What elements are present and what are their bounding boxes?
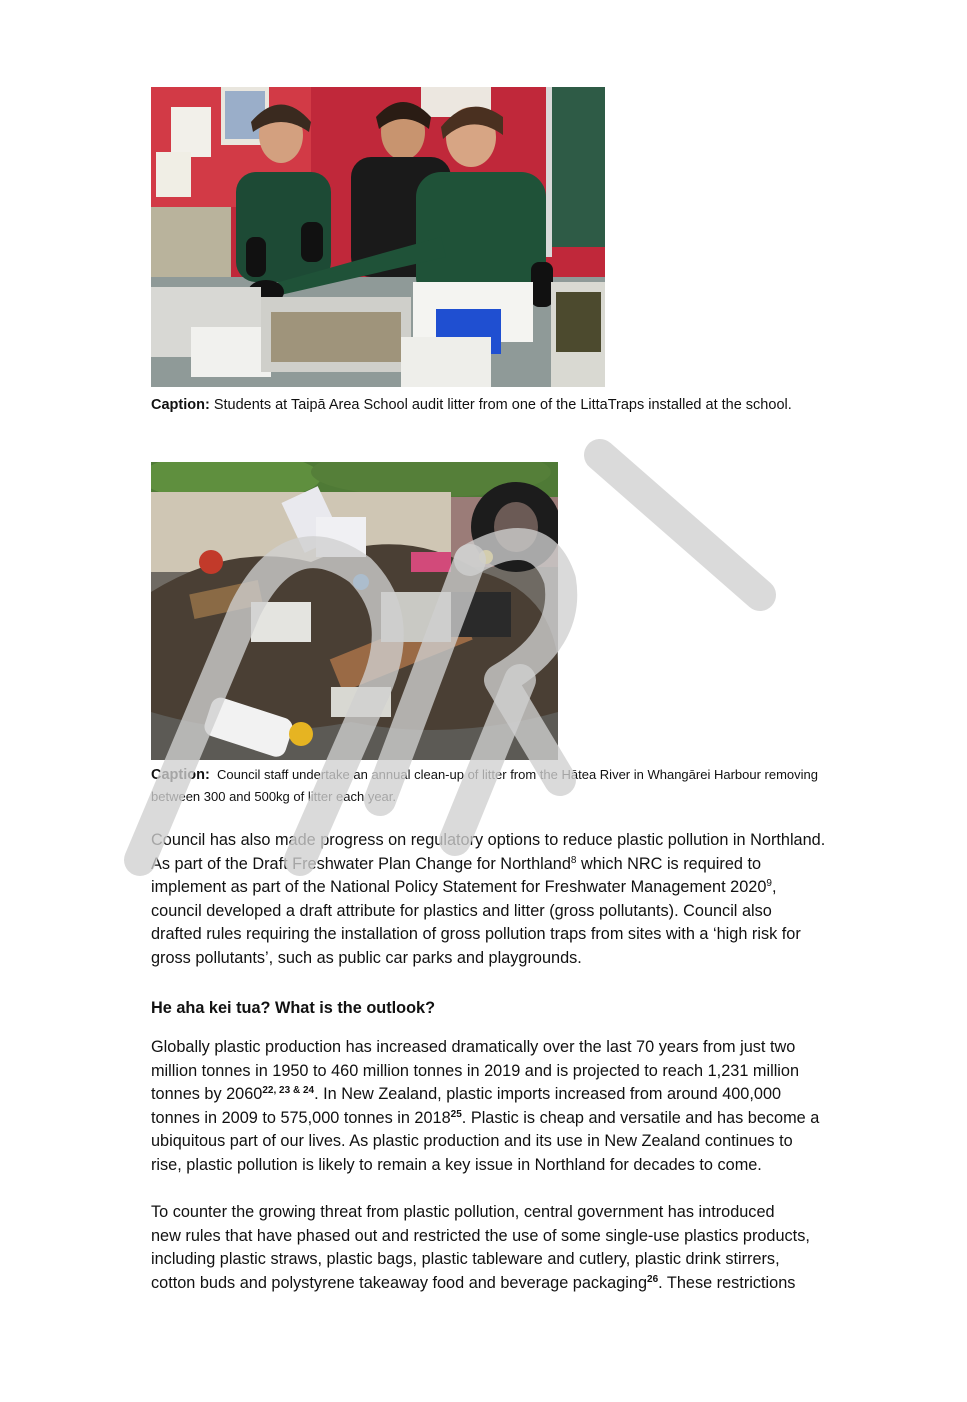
text-line: To counter the growing threat from plastic pollution, central government has introduced	[151, 1203, 775, 1221]
photo1-caption	[151, 395, 911, 416]
footnote-ref: 26	[647, 1273, 659, 1285]
text-line: As part of the Draft Freshwater Plan Change for Northland$^8$ which NRC is required to	[151, 854, 762, 873]
regulatory-options-paragraph	[151, 829, 911, 971]
text-line: gross pollutants’, such as public car parks and playgrounds.	[151, 948, 582, 967]
text-line: ubiquitous part of our lives. As plastic production and its use in New Zealand continues to	[151, 1132, 793, 1151]
footnote-ref: 25	[450, 1108, 462, 1120]
text-line: new rules that have phased out and restricted the use of some single-use plastics products,	[151, 1226, 810, 1245]
outlook-paragraph	[151, 1036, 911, 1178]
footnote-ref: 22, 23 & 24	[262, 1085, 315, 1097]
litter-cleanup-photo	[151, 462, 558, 760]
caption-label: Caption:	[151, 767, 210, 783]
caption-text-line: Council staff undertake an annual clean-up of litter from the Hātea River in Whangārei Harbour removing	[217, 767, 818, 782]
students-audit-photo	[151, 87, 605, 387]
text-line: rise, plastic pollution is likely to remain a key issue in Northland for decades to come.	[151, 1155, 762, 1174]
text-line: million tonnes in 1950 to 460 million tonnes in 2019 and is projected to reach 1,231 million	[151, 1061, 800, 1080]
text-line: drafted rules requiring the installation of gross pollution traps from sites with a ‘high risk for	[151, 925, 801, 944]
photo2-caption	[151, 764, 911, 808]
text-line: tonnes in 2009 to 575,000 tonnes in 2018$^{25}$. Plastic is cheap and versatile and has become a	[151, 1108, 820, 1127]
text-line: tonnes by $2060^{22, 23 \& 24}$. In New Zealand, plastic imports increased from around 400,000	[151, 1085, 782, 1104]
text-line: cotton buds and polystyrene takeaway food and beverage packaging$^{26}$. These restrictions	[151, 1273, 796, 1292]
text-line: council developed a draft attribute for plastics and litter (gross pollutants). Council also	[151, 901, 772, 920]
section-heading: He aha kei tua? What is the outlook?	[151, 999, 436, 1017]
text-line: Globally plastic production has increased dramatically over the last 70 years from just two	[151, 1038, 796, 1056]
footnote-ref: 9	[766, 878, 772, 890]
text-line: Council has also made progress on regulatory options to reduce plastic pollution in Northland.	[151, 831, 826, 849]
caption-text: Students at Taipā Area School audit litter from one of the LittaTraps installed at the school.	[213, 397, 792, 413]
government-rules-paragraph	[151, 1201, 911, 1295]
caption-label: Caption:	[151, 397, 210, 413]
footnote-ref: 8	[570, 854, 577, 866]
text-line: including plastic straws, plastic bags, plastic tableware and cutlery, plastic drink stirrers,	[151, 1250, 780, 1269]
caption-text-line: between 300 and 500kg of litter each year.	[151, 789, 397, 804]
text-line: implement as part of the National Policy Statement for Freshwater Management 2020$^9$,	[151, 878, 777, 897]
